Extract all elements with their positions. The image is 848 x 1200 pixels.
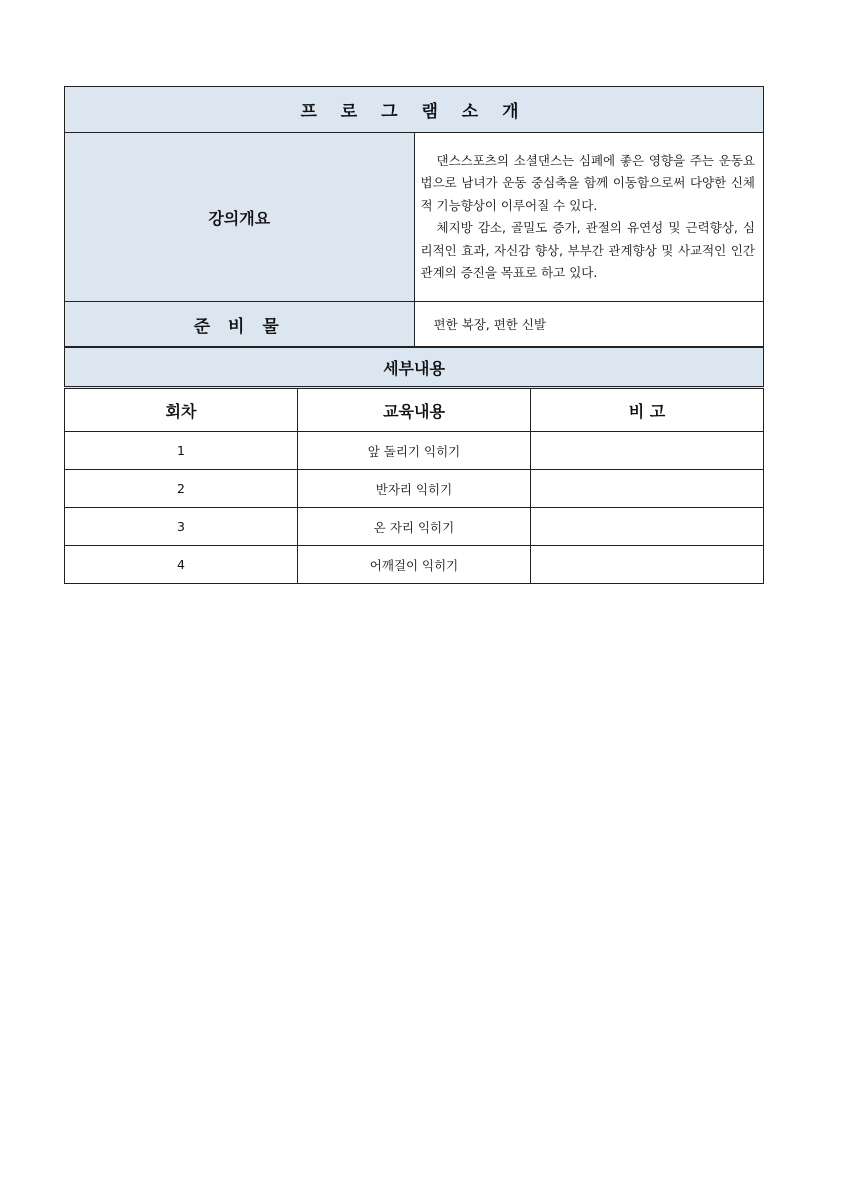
page-title: 프 로 그 램 소 개 [65,87,764,133]
table-row [65,432,764,470]
overview-paragraph-2: 체지방 감소, 골밀도 증가, 관절의 유연성 및 근력향상, 심리적인 효과, 자신감 향상, 부부간 관계향상 및 사교적인 인간관계의 증진을 목표로 하고 있다. [420,220,755,280]
session-note [531,508,764,546]
details-table [64,347,764,584]
session-header: 회차 [65,388,298,432]
content-header: 교육내용 [298,388,531,432]
details-section-title: 세부내용 [65,348,764,388]
program-intro-table [64,86,764,347]
session-content: 온 자리 익히기 [298,508,531,546]
preparation-value: 편한 복장, 편한 신발 [414,302,764,347]
session-note [531,470,764,508]
session-note [531,546,764,584]
overview-content [414,133,764,302]
session-number: 4 [65,546,298,584]
table-row [65,546,764,584]
overview-paragraph-1: 댄스스포츠의 소셜댄스는 심폐에 좋은 영향을 주는 운동요법으로 남녀가 운동 중심축을 함께 이동함으로써 다양한 신체적 기능향상이 이루어질 수 있다. [420,152,755,213]
session-content: 어깨걸이 익히기 [298,546,531,584]
session-number: 1 [65,432,298,470]
program-intro-sheet [64,86,764,584]
session-note [531,432,764,470]
preparation-label: 준 비 물 [65,302,415,347]
session-content: 앞 돌리기 익히기 [298,432,531,470]
overview-label: 강의개요 [65,133,415,302]
table-row [65,470,764,508]
session-number: 2 [65,470,298,508]
note-header: 비 고 [531,388,764,432]
details-header-row [65,388,764,432]
session-number: 3 [65,508,298,546]
table-row [65,508,764,546]
session-content: 반자리 익히기 [298,470,531,508]
